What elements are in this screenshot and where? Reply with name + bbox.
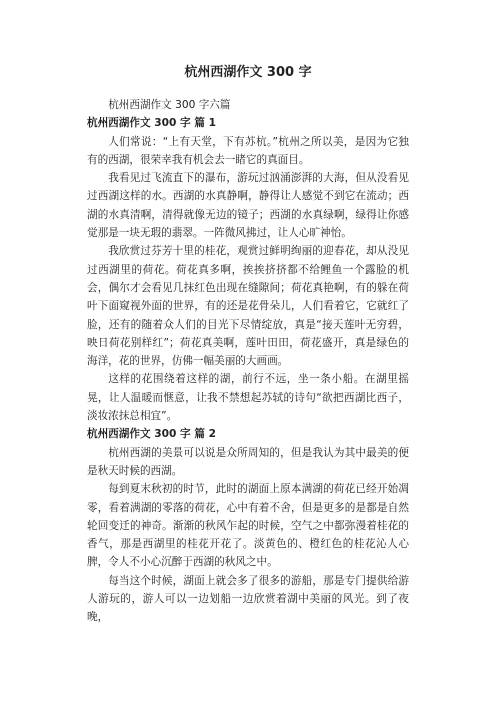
- paragraph: 我看见过飞流直下的瀑布，游玩过汹涌澎湃的大海，但从没看见过西湖这样的水。西湖的水真静啊，静得让人感觉不到它在流动；西湖的水真清啊，清得就像无边的镜子；西湖的水真绿啊，绿得让你感觉那是一块无瑕的翡翠。一阵微风拂过，让人心旷神怡。: [87, 172, 409, 240]
- section-heading: 杭州西湖作文 300 字 篇 1: [87, 117, 216, 130]
- paragraph: 每到夏末秋初的时节，此时的湖面上原本满湖的荷花已经开始凋零，看着满湖的零落的荷花，心中有着不舍，但是更多的是都是自然轮回变迁的神奇。渐渐的秋风乍起的时候，空气之中都弥漫着桂花的香气，那是西湖里的桂花开花了。淡黄色的、橙红色的桂花沁人心脾，令人不小心沉醉于西湖的秋风之中。: [87, 483, 409, 569]
- paragraph: 这样的花围绕着这样的湖，前行不远，坐一条小船。在湖里摇晃，让人温暖而惬意，让我不禁想起苏轼的诗句“欲把西湖比西子，淡妆浓抹总相宜”。: [87, 373, 409, 423]
- section-heading: 杭州西湖作文 300 字 篇 2: [87, 428, 216, 441]
- document-subtitle: 杭州西湖作文 300 字六篇: [108, 99, 231, 111]
- paragraph: 每当这个时候，湖面上就会多了很多的游船，那是专门提供给游人游玩的，游人可以一边划船一边欣赏着湖中美丽的风光。到了夜晚，: [87, 574, 409, 624]
- document-body: [87, 96, 409, 627]
- paragraph: 杭州西湖的美景可以说是众所周知的，但是我认为其中最美的便是秋天时候的西湖。: [87, 446, 409, 477]
- paragraph: 人们常说：“上有天堂，下有苏杭。”杭州之所以美，是因为它独有的西湖，很荣幸我有机会去一睹它的真面目。: [87, 135, 409, 166]
- document-title: 杭州西湖作文 300 字: [184, 65, 312, 80]
- paragraph: 我欣赏过芬芳十里的桂花，观赏过鲜明绚丽的迎春花，却从没见过西湖里的荷花。荷花真多啊，挨挨挤挤都不给鲤鱼一个露脸的机会，偶尔才会看见几抹红色出现在缝隙间；荷花真艳啊，有的躲在荷叶下面窥视外面的世界，有的还是花骨朵儿，人们看着它，它就红了脸，还有的随着众人们的目光下尽情绽放，真是“接天莲叶无穷碧，映日荷花别样红”；荷花真美啊，莲叶田田，荷花盛开，真是绿色的海洋，花的世界，仿佛一幅美丽的大画画。: [87, 245, 409, 368]
